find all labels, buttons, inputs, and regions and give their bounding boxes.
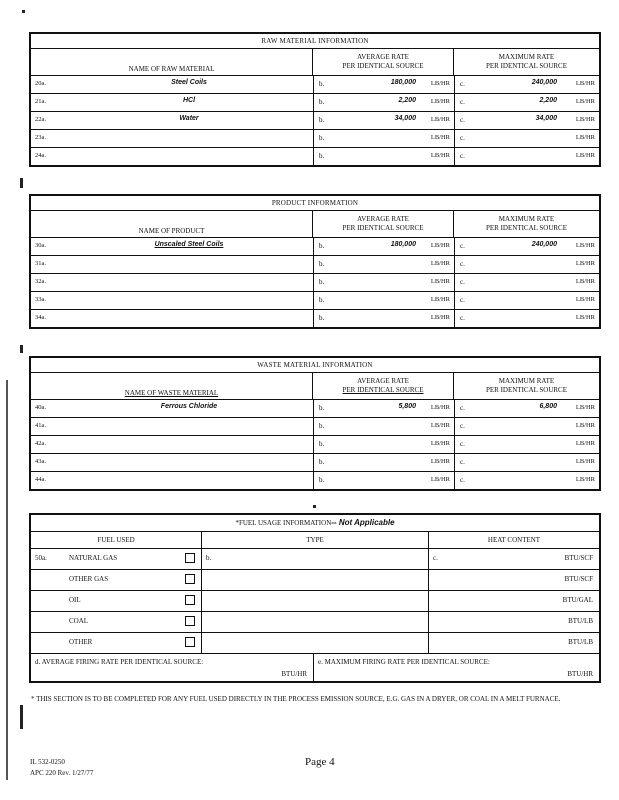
form-id: IL 532-0250: [30, 758, 65, 766]
rate-unit: LB/HR: [430, 98, 450, 105]
maximum-rate-value: 240,000: [531, 79, 557, 86]
waste-table: [29, 356, 601, 491]
heat-unit: BTU/LB: [568, 617, 593, 625]
row-number: 40a.: [35, 404, 47, 411]
fuel-footnote: * THIS SECTION IS TO BE COMPLETED FOR ANY FUEL USED DIRECTLY IN THE PROCESS EMISSION SOURCE, E.G. GAS IN A DRYER, OR COAL IN A MELT FURNACE.: [31, 695, 561, 703]
cell-letter: b.: [319, 80, 325, 88]
material-name-cell[interactable]: [31, 76, 314, 93]
fuel-used-cell: [31, 549, 202, 569]
cell-letter: c.: [460, 260, 465, 268]
material-name-cell[interactable]: [31, 256, 314, 273]
form-revision: APC 220 Rev. 1/27/77: [30, 769, 94, 777]
product-row: [31, 274, 599, 292]
maximum-rate-cell[interactable]: [455, 472, 599, 489]
cell-letter: c.: [460, 98, 465, 106]
raw-material-title: RAW MATERIAL INFORMATION: [31, 34, 599, 49]
material-name-cell[interactable]: [31, 112, 314, 129]
cell-letter: b.: [319, 152, 325, 160]
maximum-rate-cell[interactable]: [455, 130, 599, 147]
cell-letter: c.: [460, 314, 465, 322]
row-number: 24a.: [35, 152, 47, 159]
maximum-rate-cell[interactable]: [455, 418, 599, 435]
maximum-rate-cell[interactable]: [455, 274, 599, 291]
fuel-type-cell[interactable]: [202, 549, 429, 569]
rate-unit: LB/HR: [430, 278, 450, 285]
average-rate-cell[interactable]: [314, 292, 455, 309]
average-rate-cell[interactable]: [314, 148, 455, 165]
average-rate-value: 34,000: [394, 115, 416, 122]
maximum-rate-cell[interactable]: [455, 238, 599, 255]
average-rate-cell[interactable]: [314, 310, 455, 327]
row-number: 23a.: [35, 134, 47, 141]
cell-letter: b.: [319, 278, 325, 286]
average-rate-cell[interactable]: [314, 454, 455, 471]
fuel-usage-table: [29, 513, 601, 683]
maximum-rate-cell[interactable]: [455, 94, 599, 111]
cell-letter: b.: [319, 134, 325, 142]
cell-letter: c.: [460, 134, 465, 142]
maximum-rate-value: 6,800: [539, 403, 557, 410]
scan-mark: [6, 380, 8, 780]
material-name-cell[interactable]: [31, 472, 314, 489]
average-rate-cell[interactable]: [314, 274, 455, 291]
fuel-checkbox[interactable]: [185, 595, 195, 605]
maximum-rate-cell[interactable]: [455, 292, 599, 309]
scan-mark: [313, 505, 316, 508]
average-rate-cell[interactable]: [314, 256, 455, 273]
rate-unit: LB/HR: [430, 314, 450, 321]
cell-letter: b.: [319, 476, 325, 484]
waste-col-max: MAXIMUM RATE PER IDENTICAL SOURCE: [485, 377, 568, 394]
fuel-type-cell[interactable]: [202, 591, 429, 611]
maximum-rate-cell[interactable]: [455, 256, 599, 273]
heat-content-cell[interactable]: [429, 612, 599, 632]
material-name: Ferrous Chloride: [160, 403, 218, 410]
scan-mark: [20, 705, 23, 729]
cell-letter: b.: [319, 440, 325, 448]
maximum-rate-cell[interactable]: [455, 310, 599, 327]
average-rate-cell[interactable]: [314, 238, 455, 255]
maximum-rate-cell[interactable]: [455, 112, 599, 129]
rate-unit: LB/HR: [575, 134, 595, 141]
product-table: [29, 194, 601, 329]
average-rate-cell[interactable]: [314, 112, 455, 129]
heat-content-cell[interactable]: [429, 549, 599, 569]
raw-row: [31, 148, 599, 165]
waste-title: WASTE MATERIAL INFORMATION: [31, 358, 599, 373]
rate-unit: LB/HR: [430, 80, 450, 87]
scan-mark: [20, 345, 23, 353]
row-number: 43a.: [35, 458, 47, 465]
cell-letter: c.: [460, 152, 465, 160]
cell-letter: c.: [460, 440, 465, 448]
cell-letter: b.: [319, 404, 325, 412]
rate-unit: LB/HR: [430, 152, 450, 159]
rate-unit: LB/HR: [430, 404, 450, 411]
material-name-cell[interactable]: [31, 454, 314, 471]
row-number: 34a.: [35, 314, 47, 321]
fuel-col-heat: HEAT CONTENT: [487, 536, 541, 544]
waste-row: [31, 436, 599, 454]
fuel-row: [31, 633, 599, 654]
cell-letter: c.: [460, 296, 465, 304]
fuel-label: OTHER GAS: [69, 575, 109, 583]
fuel-title: *FUEL USAGE INFORMATION-- Not Applicable: [31, 515, 599, 532]
rate-unit: LB/HR: [430, 260, 450, 267]
waste-row: [31, 400, 599, 418]
average-rate-value: 180,000: [390, 241, 416, 248]
average-rate-cell[interactable]: [314, 130, 455, 147]
cell-letter: b.: [319, 422, 325, 430]
fuel-row: [31, 549, 599, 570]
raw-col-max: MAXIMUM RATE PER IDENTICAL SOURCE: [485, 53, 568, 70]
cell-letter: c.: [460, 242, 465, 250]
heat-unit: BTU/LB: [568, 638, 593, 646]
fuel-type-cell[interactable]: [202, 612, 429, 632]
material-name-cell[interactable]: [31, 148, 314, 165]
material-name: Water: [179, 115, 199, 122]
raw-row: [31, 76, 599, 94]
average-rate-cell[interactable]: [314, 436, 455, 453]
rate-unit: LB/HR: [430, 296, 450, 303]
fuel-used-cell: [31, 612, 202, 632]
average-rate-value: 5,800: [398, 403, 416, 410]
rate-unit: LB/HR: [430, 116, 450, 123]
average-rate-cell[interactable]: [314, 76, 455, 93]
average-rate-value: 180,000: [390, 79, 416, 86]
row-number: 32a.: [35, 278, 47, 285]
page-number: Page 4: [305, 756, 335, 768]
scan-mark: [22, 10, 25, 13]
cell-letter: b.: [319, 314, 325, 322]
row-number: 30a.: [35, 242, 47, 249]
rate-unit: LB/HR: [575, 422, 595, 429]
fuel-row-number: 50a.: [35, 554, 47, 562]
waste-col-name: NAME OF WASTE MATERIAL: [31, 373, 313, 399]
maximum-rate-cell[interactable]: [455, 148, 599, 165]
rate-unit: LB/HR: [575, 458, 595, 465]
fuel-used-cell: [31, 591, 202, 611]
product-row: [31, 256, 599, 274]
waste-row: [31, 454, 599, 472]
raw-col-name: NAME OF RAW MATERIAL: [31, 49, 313, 75]
fuel-row: [31, 612, 599, 633]
product-col-name: NAME OF PRODUCT: [31, 211, 313, 237]
average-rate-value: 2,200: [398, 97, 416, 104]
waste-col-avg: AVERAGE RATE PER IDENTICAL SOURCE: [313, 373, 454, 399]
raw-col-avg: AVERAGE RATE PER IDENTICAL SOURCE: [313, 49, 454, 75]
average-rate-cell[interactable]: [314, 418, 455, 435]
cell-letter: c.: [460, 422, 465, 430]
rate-unit: LB/HR: [575, 440, 595, 447]
material-name-cell[interactable]: [31, 238, 314, 255]
raw-row: [31, 94, 599, 112]
row-number: 33a.: [35, 296, 47, 303]
heat-unit: BTU/SCF: [564, 575, 593, 583]
cell-letter: b.: [319, 116, 325, 124]
rate-unit: LB/HR: [575, 260, 595, 267]
row-number: 20a.: [35, 80, 47, 87]
cell-letter: c.: [460, 80, 465, 88]
avg-firing-rate-field[interactable]: d. AVERAGE FIRING RATE PER IDENTICAL SOURCE: BTU/HR: [31, 654, 314, 683]
product-col-avg: AVERAGE RATE PER IDENTICAL SOURCE: [313, 211, 454, 237]
heat-content-cell[interactable]: [429, 570, 599, 590]
waste-row: [31, 472, 599, 489]
raw-row: [31, 112, 599, 130]
fuel-checkbox[interactable]: [185, 637, 195, 647]
material-name-cell[interactable]: [31, 436, 314, 453]
cell-letter: c.: [460, 116, 465, 124]
fuel-label: OIL: [69, 596, 81, 604]
scan-mark: [20, 178, 23, 188]
product-row: [31, 238, 599, 256]
cell-letter: c.: [460, 458, 465, 466]
material-name-cell[interactable]: [31, 292, 314, 309]
cell-letter: c.: [460, 278, 465, 286]
heat-unit: BTU/SCF: [564, 554, 593, 562]
max-firing-rate-field[interactable]: e. MAXIMUM FIRING RATE PER IDENTICAL SOURCE: BTU/HR: [318, 658, 593, 678]
fuel-row: [31, 591, 599, 612]
rate-unit: LB/HR: [575, 476, 595, 483]
material-name-cell[interactable]: [31, 418, 314, 435]
cell-letter: b.: [206, 554, 212, 562]
cell-letter: c.: [433, 554, 438, 562]
fuel-type-cell[interactable]: [202, 633, 429, 653]
product-title: PRODUCT INFORMATION: [31, 196, 599, 211]
maximum-rate-value: 240,000: [531, 241, 557, 248]
heat-content-cell[interactable]: [429, 591, 599, 611]
maximum-rate-cell[interactable]: [455, 436, 599, 453]
row-number: 42a.: [35, 440, 47, 447]
product-row: [31, 310, 599, 327]
row-number: 31a.: [35, 260, 47, 267]
cell-letter: b.: [319, 260, 325, 268]
fuel-row: [31, 570, 599, 591]
rate-unit: LB/HR: [430, 422, 450, 429]
fuel-col-fuel: FUEL USED: [31, 532, 202, 548]
fuel-type-cell[interactable]: [202, 570, 429, 590]
cell-letter: c.: [460, 476, 465, 484]
maximum-rate-cell[interactable]: [455, 76, 599, 93]
rate-unit: LB/HR: [575, 98, 595, 105]
raw-row: [31, 130, 599, 148]
fuel-label: NATURAL GAS: [69, 554, 118, 562]
fuel-label: COAL: [69, 617, 89, 625]
maximum-rate-value: 34,000: [535, 115, 557, 122]
rate-unit: LB/HR: [575, 116, 595, 123]
rate-unit: LB/HR: [430, 458, 450, 465]
fuel-label: OTHER: [69, 638, 93, 646]
material-name-cell[interactable]: [31, 310, 314, 327]
fuel-used-cell: [31, 633, 202, 653]
heat-unit: BTU/GAL: [562, 596, 593, 604]
rate-unit: LB/HR: [430, 242, 450, 249]
rate-unit: LB/HR: [575, 278, 595, 285]
material-name-cell[interactable]: [31, 400, 314, 417]
rate-unit: LB/HR: [575, 296, 595, 303]
row-number: 22a.: [35, 116, 47, 123]
fuel-used-cell: [31, 570, 202, 590]
fuel-checkbox[interactable]: [185, 574, 195, 584]
cell-letter: c.: [460, 404, 465, 412]
rate-unit: LB/HR: [430, 134, 450, 141]
maximum-rate-cell[interactable]: [455, 400, 599, 417]
rate-unit: LB/HR: [575, 314, 595, 321]
heat-content-cell[interactable]: [429, 633, 599, 653]
maximum-rate-cell[interactable]: [455, 454, 599, 471]
rate-unit: LB/HR: [430, 476, 450, 483]
material-name: HCl: [182, 97, 196, 104]
rate-unit: LB/HR: [430, 440, 450, 447]
waste-row: [31, 418, 599, 436]
row-number: 44a.: [35, 476, 47, 483]
cell-letter: b.: [319, 242, 325, 250]
material-name-cell[interactable]: [31, 94, 314, 111]
fuel-not-applicable: -- Not Applicable: [331, 518, 395, 527]
row-number: 21a.: [35, 98, 47, 105]
rate-unit: LB/HR: [575, 242, 595, 249]
rate-unit: LB/HR: [575, 404, 595, 411]
material-name-cell[interactable]: [31, 130, 314, 147]
cell-letter: b.: [319, 98, 325, 106]
material-name: Steel Coils: [171, 79, 207, 86]
rate-unit: LB/HR: [575, 80, 595, 87]
average-rate-cell[interactable]: [314, 400, 455, 417]
fuel-col-type: TYPE: [202, 532, 429, 548]
fuel-checkbox[interactable]: [185, 616, 195, 626]
cell-letter: b.: [319, 296, 325, 304]
average-rate-cell[interactable]: [314, 472, 455, 489]
raw-material-table: [29, 32, 601, 167]
fuel-checkbox[interactable]: [185, 553, 195, 563]
maximum-rate-value: 2,200: [539, 97, 557, 104]
material-name-cell[interactable]: [31, 274, 314, 291]
product-col-max: MAXIMUM RATE PER IDENTICAL SOURCE: [485, 215, 568, 232]
product-row: [31, 292, 599, 310]
rate-unit: LB/HR: [575, 152, 595, 159]
material-name: Unscaled Steel Coils: [154, 241, 224, 248]
cell-letter: b.: [319, 458, 325, 466]
row-number: 41a.: [35, 422, 47, 429]
average-rate-cell[interactable]: [314, 94, 455, 111]
